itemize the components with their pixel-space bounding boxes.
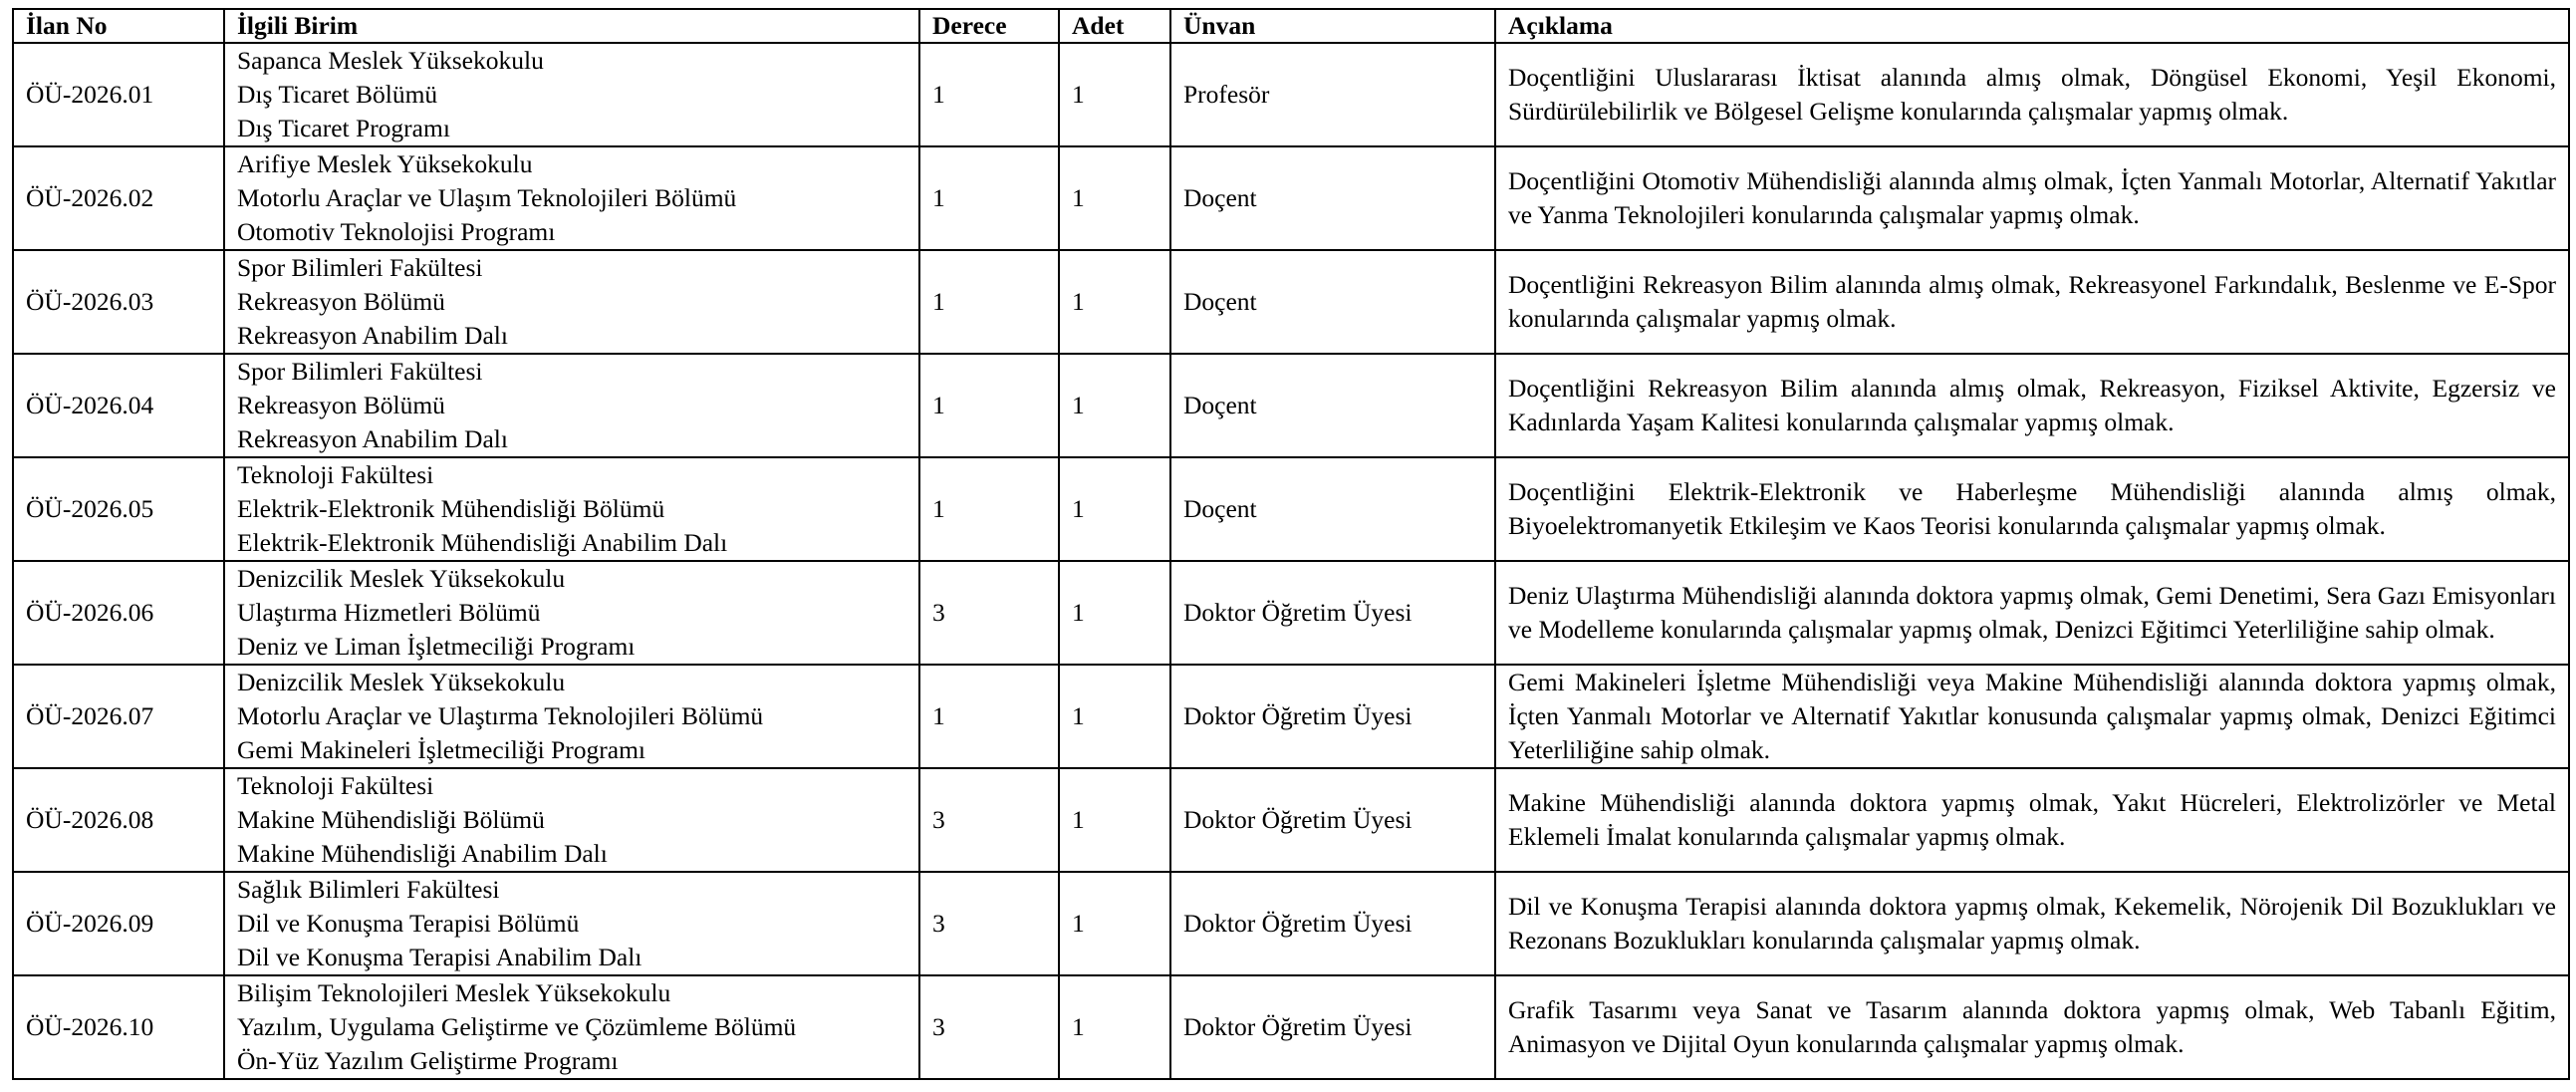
cell-ilgili-birim xyxy=(224,43,919,146)
unit-program: Ön-Yüz Yazılım Geliştirme Programı xyxy=(237,1046,619,1075)
cell-aciklama: Doçentliğini Otomotiv Mühendisliği alanında almış olmak, İçten Yanmalı Motorlar, Alternatif Yakıtlar ve Yanma Teknolojileri konularında çalışmalar yapmış olmak. xyxy=(1495,146,2569,250)
cell-ilan-no: ÖÜ-2026.03 xyxy=(13,250,224,354)
cell-adet: 1 xyxy=(1059,250,1170,354)
cell-ilgili-birim xyxy=(224,975,919,1079)
unit-program: Elektrik-Elektronik Mühendisliği Anabilim Dalı xyxy=(237,528,728,557)
table-row xyxy=(13,665,2569,768)
job-postings-table xyxy=(12,8,2570,1080)
cell-adet: 1 xyxy=(1059,975,1170,1079)
table-row xyxy=(13,975,2569,1079)
cell-adet: 1 xyxy=(1059,768,1170,872)
unit-program: Gemi Makineleri İşletmeciliği Programı xyxy=(237,735,646,764)
unit-faculty: Denizcilik Meslek Yüksekokulu xyxy=(237,668,566,696)
cell-derece: 1 xyxy=(919,665,1059,768)
cell-ilan-no: ÖÜ-2026.06 xyxy=(13,561,224,665)
unit-program: Deniz ve Liman İşletmeciliği Programı xyxy=(237,632,636,661)
table-row xyxy=(13,250,2569,354)
cell-unvan: Profesör xyxy=(1170,43,1495,146)
cell-ilgili-birim xyxy=(224,768,919,872)
cell-unvan: Doktor Öğretim Üyesi xyxy=(1170,768,1495,872)
unit-program: Rekreasyon Anabilim Dalı xyxy=(237,321,508,350)
cell-ilan-no: ÖÜ-2026.09 xyxy=(13,872,224,975)
header-aciklama: Açıklama xyxy=(1495,9,2569,43)
cell-unvan: Doçent xyxy=(1170,457,1495,561)
cell-adet: 1 xyxy=(1059,665,1170,768)
unit-faculty: Spor Bilimleri Fakültesi xyxy=(237,357,483,386)
cell-derece: 1 xyxy=(919,250,1059,354)
cell-ilan-no: ÖÜ-2026.04 xyxy=(13,354,224,457)
header-ilgili-birim: İlgili Birim xyxy=(224,9,919,43)
table-row xyxy=(13,872,2569,975)
cell-derece: 1 xyxy=(919,354,1059,457)
unit-faculty: Teknoloji Fakültesi xyxy=(237,771,434,800)
header-unvan: Ünvan xyxy=(1170,9,1495,43)
header-derece: Derece xyxy=(919,9,1059,43)
header-adet: Adet xyxy=(1059,9,1170,43)
unit-faculty: Sapanca Meslek Yüksekokulu xyxy=(237,46,544,75)
header-ilan-no: İlan No xyxy=(13,9,224,43)
unit-faculty: Spor Bilimleri Fakültesi xyxy=(237,253,483,282)
cell-derece: 3 xyxy=(919,872,1059,975)
unit-department: Yazılım, Uygulama Geliştirme ve Çözümleme Bölümü xyxy=(237,1012,797,1041)
cell-ilan-no: ÖÜ-2026.01 xyxy=(13,43,224,146)
unit-department: Elektrik-Elektronik Mühendisliği Bölümü xyxy=(237,494,665,523)
unit-faculty: Denizcilik Meslek Yüksekokulu xyxy=(237,564,566,593)
cell-adet: 1 xyxy=(1059,146,1170,250)
cell-derece: 3 xyxy=(919,975,1059,1079)
cell-derece: 3 xyxy=(919,561,1059,665)
unit-faculty: Teknoloji Fakültesi xyxy=(237,460,434,489)
table-row xyxy=(13,561,2569,665)
cell-unvan: Doktor Öğretim Üyesi xyxy=(1170,975,1495,1079)
cell-derece: 1 xyxy=(919,457,1059,561)
cell-unvan: Doktor Öğretim Üyesi xyxy=(1170,561,1495,665)
cell-unvan: Doktor Öğretim Üyesi xyxy=(1170,665,1495,768)
unit-department: Rekreasyon Bölümü xyxy=(237,287,445,316)
cell-aciklama: Dil ve Konuşma Terapisi alanında doktora yapmış olmak, Kekemelik, Nörojenik Dil Bozuklukları ve Rezonans Bozuklukları konularında çalışmalar yapmış olmak. xyxy=(1495,872,2569,975)
cell-ilan-no: ÖÜ-2026.08 xyxy=(13,768,224,872)
cell-ilgili-birim xyxy=(224,354,919,457)
cell-aciklama: Grafik Tasarımı veya Sanat ve Tasarım alanında doktora yapmış olmak, Web Tabanlı Eğitim, Animasyon ve Dijital Oyun konularında çalışmalar yapmış olmak. xyxy=(1495,975,2569,1079)
cell-ilgili-birim xyxy=(224,457,919,561)
cell-derece: 1 xyxy=(919,146,1059,250)
cell-aciklama: Deniz Ulaştırma Mühendisliği alanında doktora yapmış olmak, Gemi Denetimi, Sera Gazı Emisyonları ve Modelleme konularında çalışmalar yapmış olmak, Denizci Eğitimci Yeterliliğine sahip olmak. xyxy=(1495,561,2569,665)
cell-aciklama: Doçentliğini Uluslararası İktisat alanında almış olmak, Döngüsel Ekonomi, Yeşil Ekonomi, Sürdürülebilirlik ve Bölgesel Gelişme konularında çalışmalar yapmış olmak. xyxy=(1495,43,2569,146)
unit-department: Rekreasyon Bölümü xyxy=(237,391,445,419)
unit-department: Dil ve Konuşma Terapisi Bölümü xyxy=(237,909,580,938)
cell-aciklama: Doçentliğini Elektrik-Elektronik ve Haberleşme Mühendisliği alanında almış olmak, Biyoelektromanyetik Etkileşim ve Kaos Teorisi konularında çalışmalar yapmış olmak. xyxy=(1495,457,2569,561)
cell-ilan-no: ÖÜ-2026.10 xyxy=(13,975,224,1079)
cell-ilan-no: ÖÜ-2026.05 xyxy=(13,457,224,561)
unit-program: Rekreasyon Anabilim Dalı xyxy=(237,424,508,453)
unit-program: Dil ve Konuşma Terapisi Anabilim Dalı xyxy=(237,943,643,971)
cell-adet: 1 xyxy=(1059,872,1170,975)
unit-department: Makine Mühendisliği Bölümü xyxy=(237,805,545,834)
unit-program: Otomotiv Teknolojisi Programı xyxy=(237,217,556,246)
cell-aciklama: Makine Mühendisliği alanında doktora yapmış olmak, Yakıt Hücreleri, Elektrolizörler ve Metal Eklemeli İmalat konularında çalışmalar yapmış olmak. xyxy=(1495,768,2569,872)
cell-derece: 3 xyxy=(919,768,1059,872)
cell-derece: 1 xyxy=(919,43,1059,146)
table-row xyxy=(13,457,2569,561)
table-row xyxy=(13,354,2569,457)
cell-ilgili-birim xyxy=(224,872,919,975)
cell-unvan: Doçent xyxy=(1170,250,1495,354)
cell-ilan-no: ÖÜ-2026.02 xyxy=(13,146,224,250)
cell-adet: 1 xyxy=(1059,561,1170,665)
cell-adet: 1 xyxy=(1059,354,1170,457)
cell-ilan-no: ÖÜ-2026.07 xyxy=(13,665,224,768)
unit-faculty: Sağlık Bilimleri Fakültesi xyxy=(237,875,500,904)
cell-aciklama: Gemi Makineleri İşletme Mühendisliği veya Makine Mühendisliği alanında doktora yapmış olmak, İçten Yanmalı Motorlar ve Alternatif Yakıtlar konusunda çalışmalar yapmış olmak, Denizci Eğitimci Yeterliliğine sahip olmak. xyxy=(1495,665,2569,768)
unit-department: Motorlu Araçlar ve Ulaştırma Teknolojileri Bölümü xyxy=(237,701,764,730)
cell-unvan: Doçent xyxy=(1170,146,1495,250)
unit-faculty: Arifiye Meslek Yüksekokulu xyxy=(237,149,533,178)
unit-faculty: Bilişim Teknolojileri Meslek Yüksekokulu xyxy=(237,978,671,1007)
cell-adet: 1 xyxy=(1059,457,1170,561)
unit-department: Dış Ticaret Bölümü xyxy=(237,80,438,109)
cell-unvan: Doçent xyxy=(1170,354,1495,457)
table-header-row xyxy=(13,9,2569,43)
cell-aciklama: Doçentliğini Rekreasyon Bilim alanında almış olmak, Rekreasyon, Fiziksel Aktivite, Egzersiz ve Kadınlarda Yaşam Kalitesi konularında çalışmalar yapmış olmak. xyxy=(1495,354,2569,457)
cell-unvan: Doktor Öğretim Üyesi xyxy=(1170,872,1495,975)
cell-aciklama: Doçentliğini Rekreasyon Bilim alanında almış olmak, Rekreasyonel Farkındalık, Beslenme ve E-Spor konularında çalışmalar yapmış olmak. xyxy=(1495,250,2569,354)
unit-department: Motorlu Araçlar ve Ulaşım Teknolojileri Bölümü xyxy=(237,183,737,212)
table-row xyxy=(13,43,2569,146)
table-row xyxy=(13,146,2569,250)
cell-adet: 1 xyxy=(1059,43,1170,146)
cell-ilgili-birim xyxy=(224,146,919,250)
cell-ilgili-birim xyxy=(224,665,919,768)
cell-ilgili-birim xyxy=(224,250,919,354)
unit-program: Makine Mühendisliği Anabilim Dalı xyxy=(237,839,608,868)
cell-ilgili-birim xyxy=(224,561,919,665)
unit-program: Dış Ticaret Programı xyxy=(237,114,450,142)
document-sheet xyxy=(12,8,2568,1080)
table-row xyxy=(13,768,2569,872)
unit-department: Ulaştırma Hizmetleri Bölümü xyxy=(237,598,541,627)
